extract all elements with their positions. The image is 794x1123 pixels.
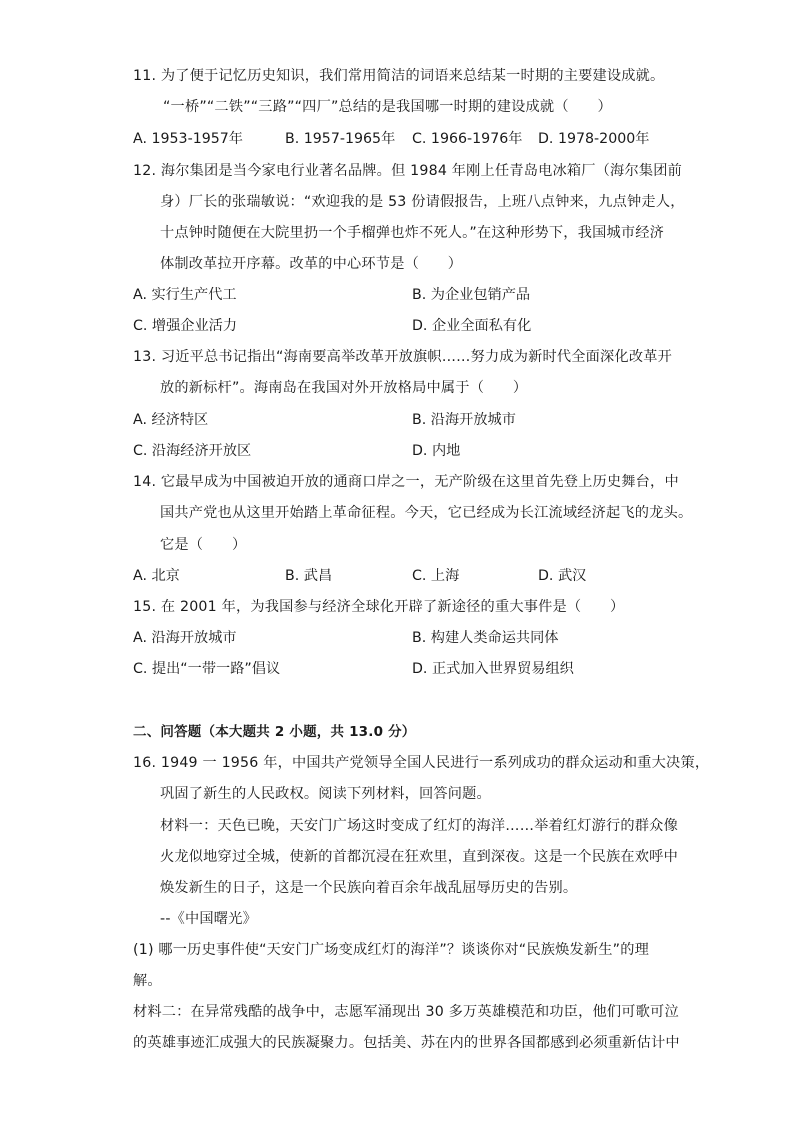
q12-line2: 身）厂长的张瑞敏说：“欢迎我的是 53 份请假报告，上班八点钟来，九点钟走人， — [160, 194, 685, 210]
material2-line1: 材料二：在异常残酷的战争中，志愿军涌现出 30 多万英雄模范和功臣，他们可歌可泣 — [133, 1004, 679, 1020]
q11-option-d: D. 1978-2000年 — [538, 131, 650, 147]
q11-line2: “一桥”“二铁”“三路”“四厂”总结的是我国哪一时期的建设成就（ ） — [163, 99, 612, 115]
q13-line2: 放的新标杆”。海南岛在我国对外开放格局中属于（ ） — [160, 380, 528, 396]
q15-option-c: C. 提出“一带一路”倡议 — [133, 661, 281, 677]
q13-option-c: C. 沿海经济开放区 — [133, 443, 252, 459]
q15-option-a: A. 沿海开放城市 — [133, 630, 237, 646]
q11-option-b: B. 1957-1965年 — [285, 131, 396, 147]
q14-option-a: A. 北京 — [133, 568, 180, 584]
q12-line3: 十点钟时随便在大院里扔一个手榴弹也炸不死人。”在这种形势下，我国城市经济 — [160, 225, 665, 241]
q13-option-d: D. 内地 — [412, 443, 461, 459]
material1-line3: 焕发新生的日子，这是一个民族向着百余年战乱屈辱历史的告别。 — [160, 880, 578, 896]
subquestion1-line1: (1) 哪一历史事件使“天安门广场变成红灯的海洋”？谈谈你对“民族焕发新生”的理 — [133, 942, 650, 958]
q13-option-a: A. 经济特区 — [133, 412, 209, 428]
subquestion1-line2: 解。 — [133, 973, 162, 989]
q16-line2: 巩固了新生的人民政权。阅读下列材料，回答问题。 — [160, 786, 491, 802]
q14-option-c: C. 上海 — [412, 568, 460, 584]
q16-line1: 16. 1949 一 1956 年，中国共产党领导全国人民进行一系列成功的群众运动和重大决策， — [133, 755, 710, 771]
q13-option-b: B. 沿海开放城市 — [412, 412, 516, 428]
q12-option-d: D. 企业全面私有化 — [412, 318, 532, 334]
q15-line1: 15. 在 2001 年，为我国参与经济全球化开辟了新途径的重大事件是（ ） — [133, 599, 625, 615]
q12-option-b: B. 为企业包销产品 — [412, 287, 531, 303]
q12-option-c: C. 增强企业活力 — [133, 318, 238, 334]
q14-line2: 国共产党也从这里开始踏上革命征程。今天，它已经成为长江流域经济起飞的龙头。 — [160, 505, 693, 521]
q12-line4: 体制改革拉开序幕。改革的中心环节是（ ） — [160, 256, 463, 272]
q11-option-c: C. 1966-1976年 — [412, 131, 523, 147]
material1-line1: 材料一：天色已晚，天安门广场这时变成了红灯的海洋……举着红灯游行的群众像 — [160, 818, 678, 834]
material1-source: --《中国曙光》 — [160, 911, 257, 927]
q15-option-b: B. 构建人类命运共同体 — [412, 630, 559, 646]
q12-option-a: A. 实行生产代工 — [133, 287, 237, 303]
material1-line2: 火龙似地穿过全城，使新的首都沉浸在狂欢里，直到深夜。这是一个民族在欢呼中 — [160, 849, 678, 865]
q13-line1: 13. 习近平总书记指出“海南要高举改革开放旗帜……努力成为新时代全面深化改革开 — [133, 349, 672, 365]
q11-option-a: A. 1953-1957年 — [133, 131, 243, 147]
q14-line3: 它是（ ） — [160, 537, 247, 553]
q15-option-d: D. 正式加入世界贸易组织 — [412, 661, 574, 677]
material2-line2: 的英雄事迹汇成强大的民族凝聚力。包括美、苏在内的世界各国都感到必须重新估计中 — [133, 1035, 680, 1051]
q14-line1: 14. 它最早成为中国被迫开放的通商口岸之一，无产阶级在这里首先登上历史舞台，中 — [133, 474, 679, 490]
q12-line1: 12. 海尔集团是当今家电行业著名品牌。但 1984 年刚上任青岛电冰箱厂（海尔集团前 — [133, 163, 682, 179]
q14-option-b: B. 武昌 — [285, 568, 333, 584]
q11-line1: 11. 为了便于记忆历史知识，我们常用简洁的词语来总结某一时期的主要建设成就。 — [133, 68, 665, 84]
section-heading: 二、问答题（本大题共 2 小题，共 13.0 分） — [133, 724, 416, 740]
q14-option-d: D. 武汉 — [538, 568, 587, 584]
